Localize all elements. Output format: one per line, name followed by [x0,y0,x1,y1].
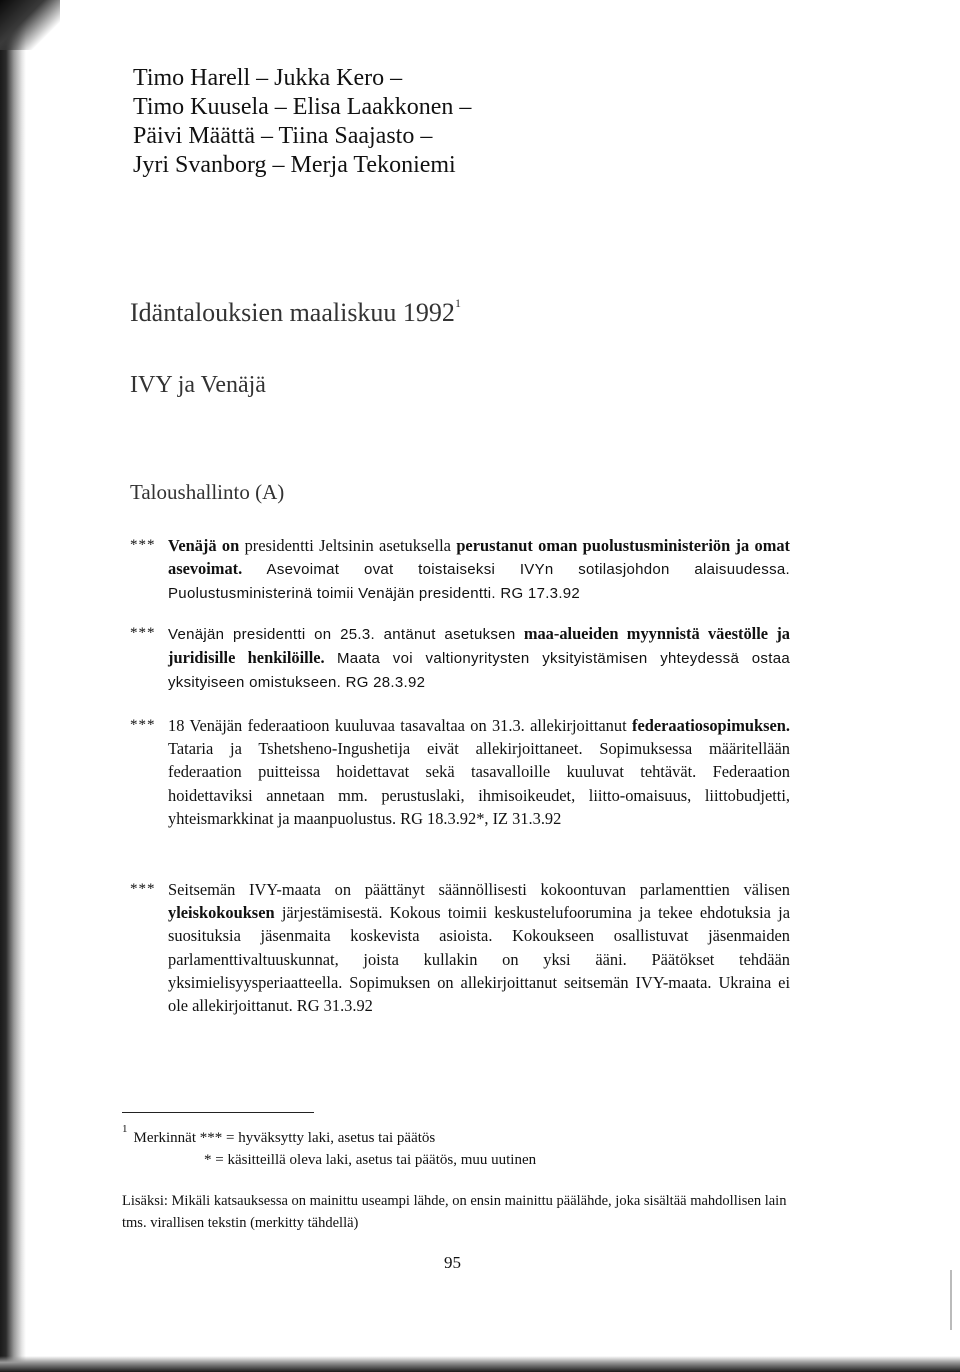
document-subtitle: IVY ja Venäjä [130,372,266,398]
entry-stars: *** [130,537,156,553]
footnote-line [122,1123,436,1147]
entry-body [168,622,790,695]
entry-text: järjestämisestä. Kokous toimii keskustelufoorumina ja tekee ehdotuksia ja suosituksia jäsenmaita koskevista asioista. Kokoukseen osallistuvat jäsenmaiden parlamenttivaltuuskunnat, joista kullakin on yksi ääni. Päätökset tehdään yksimielisyysperiaatteella. Sopimuksen on allekirjoittanut seitsemän IVY-maata. Ukraina ei ole allekirjoittanut. RG 31.3.92 [168,903,790,1016]
footnote-text: Merkinnät *** = hyväksytty laki, asetus tai päätös [133,1130,436,1146]
entry-body [168,714,790,830]
entry-bold: yleiskokouksen [168,903,275,923]
section-heading: Taloushallinto (A) [130,480,285,504]
scan-mark-right [950,1270,952,1330]
entry-body [168,534,790,606]
additional-note: Lisäksi: Mikäli katsauksessa on mainittu useampi lähde, on ensin mainittu päälähde, joka sisältää mahdollisen lain tms. virallisen tekstin (merkitty tähdellä) [122,1193,787,1231]
title-footnote-mark: 1 [454,296,461,311]
entry-text: presidentti Jeltsinin asetuksella [244,536,451,555]
entry-bold: maa-alueiden myynnistä väestölle ja juridisille henkilöille. [168,624,790,668]
scan-corner-top [0,0,60,50]
entry-text: Maata voi valtionyritysten yksityistämisen yhteydessä ostaa yksityiseen omistukseen. RG 28.3.92 [168,650,790,692]
author-line: Timo Harell – Jukka Kero – [133,65,403,91]
scan-edge-bottom [0,1356,960,1372]
entry-text: 18 Venäjän federaatioon kuuluvaa tasavaltaa on 31.3. allekirjoittanut [168,716,627,735]
entry-stars: *** [130,625,156,641]
footnote-line: * = käsitteillä oleva laki, asetus tai päätös, muu uutinen [204,1152,537,1168]
entry-body [168,878,790,1017]
author-line: Timo Kuusela – Elisa Laakkonen – [133,94,472,120]
entry-bold: federaatiosopimuksen. [631,716,790,735]
entry-text: Tataria ja Tshetsheno-Ingushetija eivät allekirjoittaneet. Sopimuksessa määritellään federaation puitteissa hoidettavat sekä tasavalloille kuuluvat tehtävät. Federaation hoidettaviksi annetaan mm. perustuslaki, ihmisoikeudet, liitto-omaisuus, liittobudjetti, yhteismarkkinat ja maanpuolustus. RG 18.3.92*, IZ 31.3.92 [168,739,790,828]
news-entry [130,714,790,830]
page-number: 95 [444,1253,461,1272]
entry-text: Venäjän presidentti on 25.3. antänut asetuksen [168,626,516,643]
entry-text: Asevoimat ovat toistaiseksi IVYn sotilasjohdon alaisuudessa. Puolustusministerinä toimii Venäjän presidentti. RG 17.3.92 [168,561,790,603]
entry-text: Seitsemän IVY-maata on päättänyt säännöllisesti kokoontuvan parlamenttien välisen [168,880,790,899]
footnote-mark: 1 [122,1123,128,1135]
news-entry [130,534,790,606]
entry-bold: Venäjä on [168,536,240,555]
scan-edge-left [0,0,26,1372]
author-list [133,64,471,180]
author-line: Päivi Määttä – Tiina Saajasto – [133,123,433,149]
title-text: Idäntalouksien maaliskuu 1992 [130,298,455,327]
entry-stars: *** [130,717,156,733]
author-line: Jyri Svanborg – Merja Tekoniemi [133,152,456,178]
entry-bold: perustanut oman puolustusministeriön ja omat asevoimat. [168,536,791,579]
footnote-divider [122,1112,314,1113]
news-entry [130,622,790,695]
document-title [130,298,461,328]
news-entry [130,878,790,1017]
entry-stars: *** [130,881,156,897]
